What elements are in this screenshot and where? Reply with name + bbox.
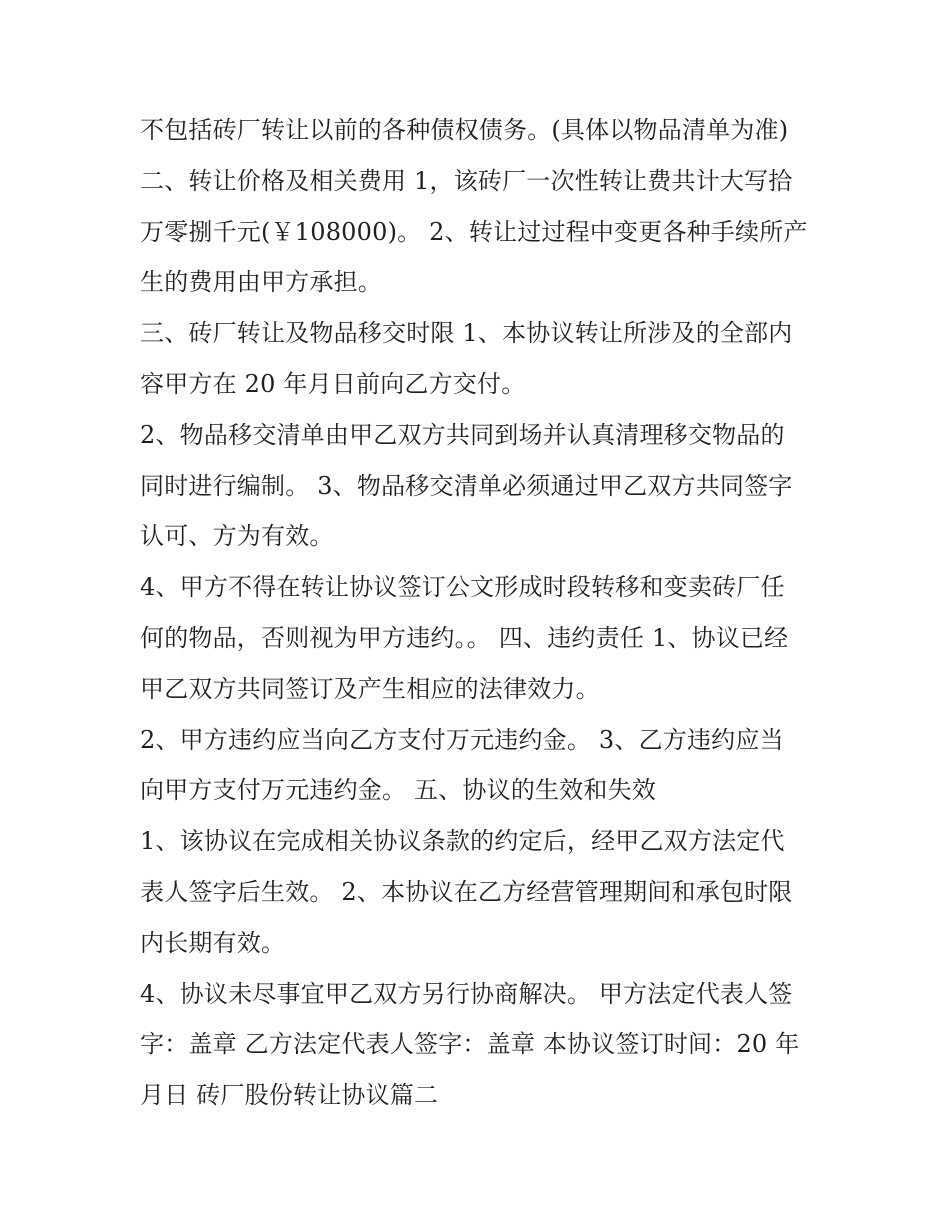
text-line: 内长期有效。 xyxy=(140,928,286,957)
document-body xyxy=(140,105,820,1121)
text-line: 2、甲方违约应当向乙方支付万元违约金。 3、乙方违约应当 xyxy=(140,725,784,754)
text-line: 2、物品移交清单由甲乙双方共同到场并认真清理移交物品的 xyxy=(140,420,785,449)
text-line: 认可、方为有效。 xyxy=(140,522,334,551)
text-line: 同时进行编制。 3、物品移交清单必须通过甲乙双方共同签字 xyxy=(140,471,793,500)
text-line: 不包括砖厂转让以前的各种债权债务。(具体以物品清单为准) xyxy=(140,116,789,144)
text-line: 容甲方在 20 年月日前向乙方交付。 xyxy=(140,369,526,398)
text-line: 4、甲方不得在转让协议签订公文形成时段转移和变卖砖厂任 xyxy=(140,573,785,602)
text-line: 生的费用由甲方承担。 xyxy=(140,268,382,297)
text-line: 三、砖厂转让及物品移交时限 1、本协议转让所涉及的全部内 xyxy=(140,319,793,348)
text-line: 4、协议未尽事宜甲乙双方另行协商解决。 甲方法定代表人签 xyxy=(140,979,793,1008)
text-line: 字：盖章 乙方法定代表人签字：盖章 本协议签订时间：20 年 xyxy=(140,1030,800,1059)
text-line: 二、转让价格及相关费用 1，该砖厂一次性转让费共计大写拾 xyxy=(140,166,793,195)
text-line: 甲乙双方共同签订及产生相应的法律效力。 xyxy=(140,674,600,703)
text-line: 表人签字后生效。 2、本协议在乙方经营管理期间和承包时限 xyxy=(140,877,793,906)
text-line: 向甲方支付万元违约金。 五、协议的生效和失效 xyxy=(140,776,657,805)
text-line: 1、该协议在完成相关协议条款的约定后，经甲乙双方法定代 xyxy=(140,827,785,856)
text-line: 月日 砖厂股份转让协议篇二 xyxy=(140,1081,439,1110)
text-line: 何的物品，否则视为甲方违约。。 四、违约责任 1、协议已经 xyxy=(140,623,789,652)
text-line: 万零捌千元(￥108000)。 2、转让过过程中变更各种手续所产 xyxy=(140,217,808,246)
